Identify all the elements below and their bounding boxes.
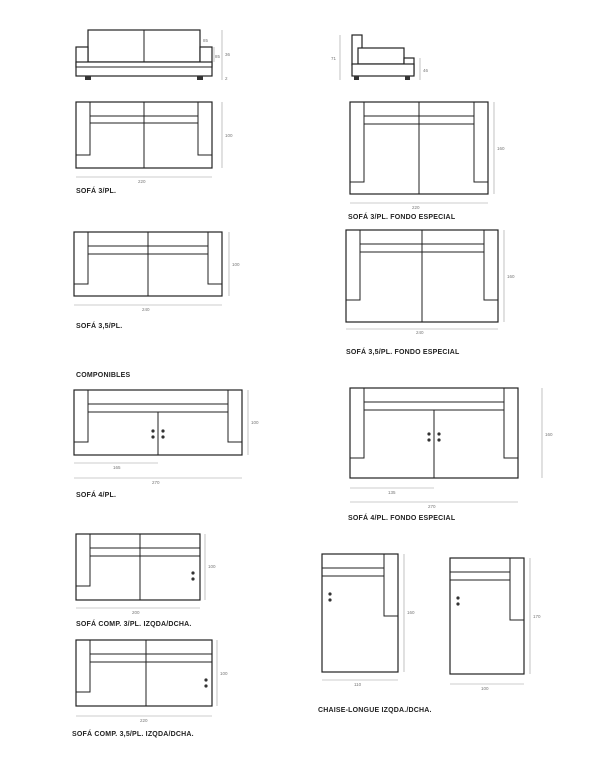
sofa-4-partial: 165 bbox=[113, 465, 121, 470]
sofa-3-special-depth: 160 bbox=[497, 146, 505, 151]
plan-sofa-3 bbox=[76, 102, 233, 195]
chaise-label: CHAISE-LONGUE IZQDA./DCHA. bbox=[318, 707, 432, 714]
sofa-3-width: 220 bbox=[138, 179, 146, 184]
front-dim-c: 36 bbox=[225, 52, 231, 57]
chaise-b-depth: 170 bbox=[533, 614, 541, 619]
plan-chaise-b bbox=[450, 558, 541, 691]
composables-heading: COMPONIBLES bbox=[76, 372, 131, 379]
comp-3-5-label: SOFÁ COMP. 3,5/PL. IZQDA/DCHA. bbox=[72, 731, 194, 738]
front-elevation-view bbox=[76, 30, 231, 81]
comp-3-depth: 100 bbox=[208, 564, 216, 569]
plan-sofa-4-special bbox=[348, 388, 553, 522]
sofa-3-5-special-width: 240 bbox=[416, 330, 424, 335]
side-dim-seat: 46 bbox=[423, 68, 429, 73]
sofa-3-5-label: SOFÁ 3,5/PL. bbox=[76, 323, 123, 330]
sofa-4-special-width: 270 bbox=[428, 504, 436, 509]
comp-3-5-depth: 100 bbox=[220, 671, 228, 676]
plan-comp-3-5 bbox=[72, 640, 228, 738]
sofa-4-width: 270 bbox=[152, 480, 160, 485]
sofa-4-label: SOFÁ 4/PL. bbox=[76, 492, 117, 499]
sofa-4-special-label: SOFÁ 4/PL. FONDO ESPECIAL bbox=[348, 515, 456, 522]
sofa-3-5-width: 240 bbox=[142, 307, 150, 312]
comp-3-label: SOFÁ COMP. 3/PL. IZQDA/DCHA. bbox=[76, 621, 192, 628]
plan-chaise-a bbox=[322, 554, 415, 687]
sofa-3-5-special-depth: 160 bbox=[507, 274, 515, 279]
chaise-a-depth: 160 bbox=[407, 610, 415, 615]
sofa-3-label: SOFÁ 3/PL. bbox=[76, 188, 117, 195]
front-dim-a: 85 bbox=[203, 38, 209, 43]
side-elevation-view bbox=[331, 35, 429, 80]
sofa-4-special-depth: 160 bbox=[545, 432, 553, 437]
sofa-3-special-label: SOFÁ 3/PL. FONDO ESPECIAL bbox=[348, 214, 456, 221]
front-dim-b: 85 bbox=[215, 54, 221, 59]
side-dim-height: 71 bbox=[331, 56, 337, 61]
sofa-3-depth: 100 bbox=[225, 133, 233, 138]
plan-sofa-3-5 bbox=[74, 232, 240, 330]
plan-comp-3 bbox=[76, 534, 216, 628]
sofa-3-special-width: 220 bbox=[412, 205, 420, 210]
chaise-b-width: 100 bbox=[481, 686, 489, 691]
sofa-3-5-special-label: SOFÁ 3,5/PL. FONDO ESPECIAL bbox=[346, 349, 460, 356]
sofa-4-special-partial: 135 bbox=[388, 490, 396, 495]
sofa-4-depth: 100 bbox=[251, 420, 259, 425]
comp-3-width: 200 bbox=[132, 610, 140, 615]
plan-sofa-4 bbox=[74, 390, 259, 499]
comp-3-5-width: 220 bbox=[140, 718, 148, 723]
chaise-a-width: 110 bbox=[354, 682, 362, 687]
front-dim-d: 2 bbox=[225, 76, 228, 81]
plan-sofa-3-special bbox=[348, 102, 505, 221]
sofa-3-5-depth: 100 bbox=[232, 262, 240, 267]
plan-sofa-3-5-special bbox=[346, 230, 515, 356]
